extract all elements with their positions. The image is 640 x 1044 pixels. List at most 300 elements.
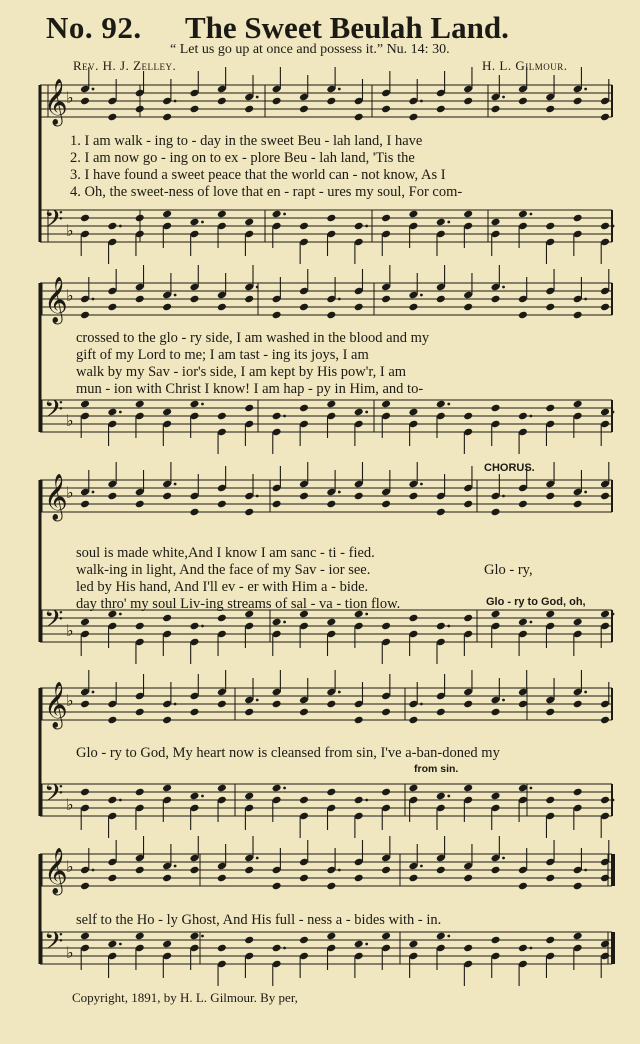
- note-head: [217, 874, 227, 883]
- note-head: [135, 788, 145, 797]
- note-head: [244, 936, 254, 945]
- note-head: [162, 113, 172, 122]
- dot: [174, 703, 177, 706]
- lyric-verse-4-line-1: 4. Oh, the sweet-ness of love that en - rapt - ures my soul, For com-: [70, 184, 463, 200]
- note-head: [299, 708, 309, 717]
- note-head: [545, 105, 555, 114]
- dot: [502, 857, 505, 860]
- dot: [420, 483, 423, 486]
- note-head: [600, 222, 610, 231]
- note-head: [545, 222, 555, 231]
- flat-icon: ♭: [66, 795, 74, 814]
- dot: [447, 625, 450, 628]
- lyric-chorus-line-2: self to the Ho - ly Ghost, And His full - ness a - bides with - in.: [76, 912, 442, 928]
- note-head: [189, 792, 199, 801]
- note-head: [162, 408, 172, 417]
- note-head: [189, 622, 199, 631]
- note-head: [518, 944, 528, 953]
- note-head: [573, 932, 583, 941]
- note-head: [326, 500, 336, 509]
- lyric-verse-2-line-2: gift of my Lord to me; I am tast - ing its joys, I am: [76, 347, 369, 363]
- lyric-verse-4-line-2: mun - ion with Christ I know! I am hap - py in Him, and to-: [76, 381, 424, 397]
- flat-icon: ♭: [66, 411, 74, 430]
- note-head: [600, 940, 610, 949]
- note-head: [381, 295, 391, 304]
- note-head: [545, 404, 555, 413]
- note-head: [272, 944, 282, 953]
- lyric-chorus-line-1: Glo - ry to God, My heart now is cleansed from sin, I've a-ban-doned my: [76, 745, 500, 761]
- dot: [612, 613, 615, 616]
- flat-icon: ♭: [66, 691, 74, 710]
- dot: [365, 411, 368, 414]
- dot: [92, 88, 95, 91]
- note-head: [107, 113, 117, 122]
- flat-icon: ♭: [66, 88, 74, 107]
- dot: [119, 943, 122, 946]
- flat-icon: ♭: [66, 943, 74, 962]
- note-head: [135, 500, 145, 509]
- note-head: [189, 708, 199, 717]
- lyric-verse-4-line-3: day thro' my soul Liv-ing streams of sal - va - tion flow.: [76, 596, 401, 612]
- note-head: [244, 866, 254, 875]
- note-head: [573, 788, 583, 797]
- dot: [256, 495, 259, 498]
- note-head: [381, 708, 391, 717]
- note-head: [135, 708, 145, 717]
- note-head: [381, 500, 391, 509]
- note-head: [600, 610, 610, 619]
- note-head: [80, 311, 90, 320]
- hymn-title: The Sweet Beulah Land.: [185, 10, 509, 45]
- note-head: [326, 97, 336, 106]
- dot: [529, 787, 532, 790]
- dot: [365, 225, 368, 228]
- dot: [174, 294, 177, 297]
- note-head: [408, 614, 418, 623]
- dot: [447, 221, 450, 224]
- note-head: [491, 105, 501, 114]
- dot: [338, 691, 341, 694]
- note-head: [354, 408, 364, 417]
- note-head: [326, 618, 336, 627]
- dot: [420, 100, 423, 103]
- dot: [502, 286, 505, 289]
- note-head: [107, 716, 117, 725]
- note-head: [80, 882, 90, 891]
- note-head: [107, 796, 117, 805]
- note-head: [381, 788, 391, 797]
- note-head: [354, 796, 364, 805]
- note-head: [354, 940, 364, 949]
- author-credit: Rev. H. J. Zelley.: [73, 58, 177, 73]
- note-head: [244, 708, 254, 717]
- dot: [256, 857, 259, 860]
- note-head: [80, 700, 90, 709]
- note-head: [272, 618, 282, 627]
- lyric-verse-3-line-1: 3. I have found a sweet peace that the world can - not know, As I: [70, 167, 446, 183]
- dot: [584, 691, 587, 694]
- note-head: [107, 492, 117, 501]
- dot: [420, 865, 423, 868]
- note-head: [408, 408, 418, 417]
- note-head: [189, 105, 199, 114]
- dot: [338, 491, 341, 494]
- alto-response-lyric-2: from sin.: [414, 763, 459, 775]
- note-head: [217, 97, 227, 106]
- note-head: [463, 500, 473, 509]
- note-head: [326, 214, 336, 223]
- note-head: [326, 882, 336, 891]
- note-head: [326, 400, 336, 409]
- dot: [612, 411, 615, 414]
- note-head: [272, 97, 282, 106]
- note-head: [491, 792, 501, 801]
- note-head: [491, 508, 501, 517]
- dot: [502, 699, 505, 702]
- note-head: [600, 113, 610, 122]
- note-head: [217, 412, 227, 421]
- dot: [92, 298, 95, 301]
- note-head: [135, 866, 145, 875]
- chorus-label: CHORUS.: [484, 462, 535, 474]
- note-head: [135, 932, 145, 941]
- lyric-verse-3-line-2: walk by my Sav - ior's side, I am kept by His pow'r, I am: [76, 364, 407, 380]
- note-head: [80, 618, 90, 627]
- note-head: [80, 932, 90, 941]
- note-head: [573, 500, 583, 509]
- note-head: [573, 700, 583, 709]
- note-head: [217, 700, 227, 709]
- bass-clef-icon: 𝄢: [44, 605, 64, 640]
- note-head: [491, 404, 501, 413]
- note-head: [217, 614, 227, 623]
- note-head: [463, 944, 473, 953]
- note-head: [436, 932, 446, 941]
- dot: [502, 96, 505, 99]
- note-head: [436, 622, 446, 631]
- dot: [584, 298, 587, 301]
- bass-clef-icon: 𝄢: [44, 395, 64, 430]
- note-head: [354, 716, 364, 725]
- dot: [201, 403, 204, 406]
- note-head: [518, 412, 528, 421]
- note-head: [107, 408, 117, 417]
- note-head: [299, 492, 309, 501]
- note-head: [436, 508, 446, 517]
- note-head: [189, 508, 199, 517]
- note-head: [162, 940, 172, 949]
- note-head: [381, 932, 391, 941]
- note-head: [491, 866, 501, 875]
- dot: [256, 699, 259, 702]
- note-head: [463, 614, 473, 623]
- note-head: [600, 303, 610, 312]
- note-head: [408, 210, 418, 219]
- dot: [283, 947, 286, 950]
- dot: [92, 491, 95, 494]
- note-head: [299, 105, 309, 114]
- composer-credit: H. L. Gilmour.: [482, 58, 568, 73]
- note-head: [381, 214, 391, 223]
- dot: [174, 100, 177, 103]
- alto-response-lyric: Glo - ry to God, oh,: [486, 596, 586, 608]
- dot: [612, 799, 615, 802]
- note-head: [244, 404, 254, 413]
- note-head: [463, 874, 473, 883]
- flat-icon: ♭: [66, 621, 74, 640]
- note-head: [381, 400, 391, 409]
- dot: [119, 613, 122, 616]
- dot: [529, 213, 532, 216]
- hymn-number: No. 92.: [46, 10, 142, 45]
- bass-clef-icon: 𝄢: [44, 205, 64, 240]
- note-head: [162, 303, 172, 312]
- note-head: [326, 700, 336, 709]
- note-head: [272, 700, 282, 709]
- note-head: [217, 784, 227, 793]
- note-head: [436, 866, 446, 875]
- dot: [502, 495, 505, 498]
- note-head: [299, 303, 309, 312]
- note-head: [491, 708, 501, 717]
- note-head: [80, 97, 90, 106]
- flat-icon: ♭: [66, 286, 74, 305]
- flat-icon: ♭: [66, 483, 74, 502]
- note-head: [326, 311, 336, 320]
- note-head: [244, 508, 254, 517]
- dot: [529, 947, 532, 950]
- dot: [92, 691, 95, 694]
- dot: [119, 799, 122, 802]
- dot: [174, 483, 177, 486]
- note-head: [272, 210, 282, 219]
- note-head: [162, 716, 172, 725]
- note-head: [436, 105, 446, 114]
- dot: [256, 286, 259, 289]
- note-head: [80, 788, 90, 797]
- note-head: [189, 400, 199, 409]
- dot: [283, 787, 286, 790]
- note-head: [573, 618, 583, 627]
- note-head: [600, 874, 610, 883]
- note-head: [354, 113, 364, 122]
- dot: [420, 703, 423, 706]
- note-head: [518, 618, 528, 627]
- note-head: [545, 874, 555, 883]
- note-head: [107, 874, 117, 883]
- note-head: [436, 295, 446, 304]
- note-head: [80, 500, 90, 509]
- lyric-verse-3-line-3: led by His hand, And I'll ev - er with Him a - bide.: [76, 579, 369, 595]
- dot: [256, 96, 259, 99]
- note-head: [272, 784, 282, 793]
- note-head: [573, 214, 583, 223]
- scripture-epigraph: “ Let us go up at once and possess it.” Nu. 14: 30.: [170, 42, 450, 57]
- flat-icon: ♭: [66, 857, 74, 876]
- note-head: [244, 105, 254, 114]
- note-head: [600, 408, 610, 417]
- note-head: [80, 400, 90, 409]
- dot: [584, 88, 587, 91]
- note-head: [436, 708, 446, 717]
- note-head: [463, 303, 473, 312]
- bass-clef-icon: 𝄢: [44, 779, 64, 814]
- note-head: [408, 113, 418, 122]
- dot: [447, 795, 450, 798]
- note-head: [436, 218, 446, 227]
- note-head: [545, 708, 555, 717]
- dot: [283, 621, 286, 624]
- note-head: [463, 700, 473, 709]
- note-head: [408, 940, 418, 949]
- lyric-verse-1-line-2: crossed to the glo - ry side, I am washed in the blood and my: [76, 330, 430, 346]
- note-head: [135, 400, 145, 409]
- note-head: [381, 866, 391, 875]
- note-head: [135, 295, 145, 304]
- dot: [365, 943, 368, 946]
- note-head: [381, 105, 391, 114]
- note-head: [463, 784, 473, 793]
- note-head: [408, 784, 418, 793]
- dot: [612, 225, 615, 228]
- note-head: [272, 311, 282, 320]
- note-head: [573, 400, 583, 409]
- note-head: [162, 784, 172, 793]
- note-head: [545, 610, 555, 619]
- note-head: [189, 866, 199, 875]
- note-head: [600, 492, 610, 501]
- dot: [92, 869, 95, 872]
- treble-clef-icon: 𝄞: [44, 474, 68, 520]
- note-head: [162, 874, 172, 883]
- note-head: [518, 311, 528, 320]
- note-head: [573, 311, 583, 320]
- note-head: [381, 622, 391, 631]
- note-head: [463, 97, 473, 106]
- note-head: [463, 210, 473, 219]
- treble-clef-icon: 𝄞: [44, 682, 68, 728]
- note-head: [545, 492, 555, 501]
- note-head: [272, 412, 282, 421]
- dot: [338, 298, 341, 301]
- lyric-verse-1-line-1: 1. I am walk - ing to - day in the sweet Beu - lah land, I have: [70, 133, 423, 149]
- lyric-verse-2-line-3: walk-ing in light, And the face of my Sav - ior see.: [76, 562, 371, 578]
- note-head: [244, 295, 254, 304]
- note-head: [107, 940, 117, 949]
- bass-clef-icon: 𝄢: [44, 927, 64, 962]
- note-head: [80, 214, 90, 223]
- note-head: [272, 882, 282, 891]
- dot: [584, 869, 587, 872]
- note-head: [299, 404, 309, 413]
- note-head: [244, 218, 254, 227]
- dot: [201, 221, 204, 224]
- dot: [201, 935, 204, 938]
- note-head: [491, 936, 501, 945]
- dot: [283, 213, 286, 216]
- note-head: [354, 222, 364, 231]
- dot: [338, 869, 341, 872]
- note-head: [436, 792, 446, 801]
- note-head: [135, 622, 145, 631]
- note-head: [518, 882, 528, 891]
- note-head: [272, 500, 282, 509]
- note-head: [491, 218, 501, 227]
- note-head: [217, 944, 227, 953]
- note-head: [217, 500, 227, 509]
- dot: [365, 613, 368, 616]
- treble-clef-icon: 𝄞: [44, 848, 68, 894]
- note-head: [408, 492, 418, 501]
- dot: [447, 935, 450, 938]
- note-head: [299, 936, 309, 945]
- note-head: [326, 932, 336, 941]
- dot: [338, 88, 341, 91]
- dot: [201, 625, 204, 628]
- dot: [365, 799, 368, 802]
- note-head: [326, 788, 336, 797]
- note-head: [299, 222, 309, 231]
- dot: [283, 415, 286, 418]
- note-head: [162, 614, 172, 623]
- note-head: [600, 796, 610, 805]
- note-head: [518, 500, 528, 509]
- lyric-chorus-start: Glo - ry,: [484, 562, 533, 578]
- note-head: [354, 492, 364, 501]
- note-head: [107, 222, 117, 231]
- note-head: [299, 874, 309, 883]
- copyright-notice: Copyright, 1891, by H. L. Gilmour. By per,: [72, 990, 298, 1005]
- note-head: [408, 716, 418, 725]
- note-head: [518, 700, 528, 709]
- note-head: [408, 303, 418, 312]
- treble-clef-icon: 𝄞: [44, 277, 68, 323]
- note-head: [189, 218, 199, 227]
- note-head: [518, 784, 528, 793]
- note-head: [162, 492, 172, 501]
- note-head: [408, 874, 418, 883]
- note-head: [518, 97, 528, 106]
- note-head: [354, 874, 364, 883]
- dot: [447, 403, 450, 406]
- dot: [529, 621, 532, 624]
- lyric-verse-1-line-3: soul is made white,And I know I am sanc - ti - fied.: [76, 545, 375, 561]
- note-head: [573, 882, 583, 891]
- note-head: [545, 936, 555, 945]
- note-head: [135, 214, 145, 223]
- note-head: [545, 796, 555, 805]
- dot: [529, 415, 532, 418]
- note-head: [545, 303, 555, 312]
- note-head: [189, 932, 199, 941]
- lyric-verse-2-line-1: 2. I am now go - ing on to ex - plore Beu - lah land, 'Tis the: [70, 150, 415, 166]
- treble-clef-icon: 𝄞: [44, 79, 68, 125]
- note-head: [135, 105, 145, 114]
- note-head: [491, 610, 501, 619]
- dot: [584, 491, 587, 494]
- flat-icon: ♭: [66, 221, 74, 240]
- dot: [174, 865, 177, 868]
- note-head: [299, 796, 309, 805]
- dot: [119, 225, 122, 228]
- note-head: [189, 295, 199, 304]
- note-head: [354, 303, 364, 312]
- note-head: [107, 303, 117, 312]
- dot: [612, 943, 615, 946]
- dot: [420, 294, 423, 297]
- note-head: [162, 210, 172, 219]
- note-head: [573, 97, 583, 106]
